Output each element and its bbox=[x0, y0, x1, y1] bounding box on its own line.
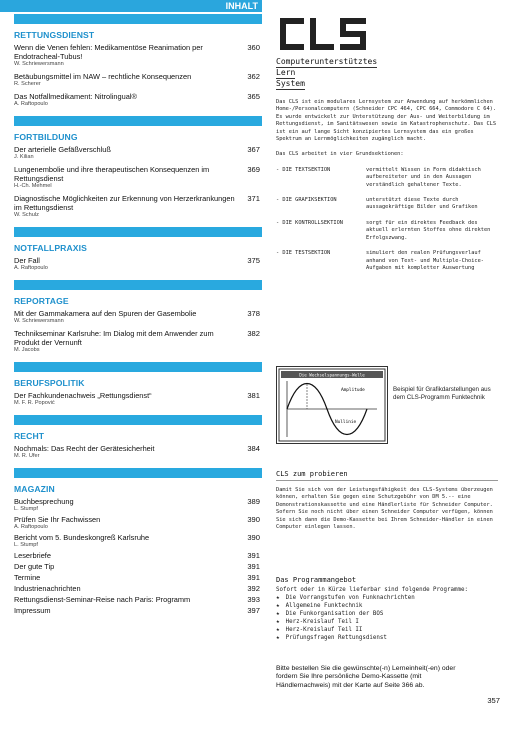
toc-entry[interactable] bbox=[14, 562, 262, 571]
try-section bbox=[276, 470, 498, 531]
module-row bbox=[276, 167, 498, 189]
program-name: Allgemeine Funktechnik bbox=[285, 603, 363, 610]
toc-entry[interactable] bbox=[14, 329, 262, 354]
entry-author: A. Raftopoulo bbox=[14, 524, 48, 530]
toc-entry[interactable] bbox=[14, 256, 262, 272]
section-title: FORTBILDUNG bbox=[14, 132, 78, 142]
toc-entry[interactable] bbox=[14, 444, 262, 460]
star-icon: ★ bbox=[276, 602, 280, 610]
subtitle-line: Computerunterstütztes bbox=[276, 57, 378, 66]
section-title: NOTFALLPRAXIS bbox=[14, 243, 87, 253]
header-bar bbox=[0, 0, 262, 12]
module-name: - DIE TESTSEKTION bbox=[276, 250, 331, 257]
module-name: - DIE GRAFIKSEKTION bbox=[276, 197, 337, 204]
section-band bbox=[14, 227, 262, 237]
toc-entry[interactable] bbox=[14, 515, 262, 531]
section-band bbox=[14, 468, 262, 478]
entry-title: Wenn die Venen fehlen: Medikamentöse Reanimation per Endotracheal-Tubus! bbox=[14, 43, 203, 61]
module-name: - DIE TEXTSEKTION bbox=[276, 166, 331, 173]
module-name: - DIE KONTROLLSEKTION bbox=[276, 219, 343, 226]
program-name: Die Funkorganisation der BOS bbox=[285, 611, 384, 618]
section-band bbox=[14, 14, 262, 24]
toc-entry[interactable] bbox=[14, 606, 262, 615]
order-text: Bitte bestellen Sie die gewünschte(-n) Lerneinheit(-en) oder fordern Sie Ihre persönliche Demo-Kassette (mit Händlernachweis) mit der Karte auf Seite 366 ab. bbox=[276, 665, 456, 689]
toc-entry[interactable] bbox=[14, 533, 262, 549]
section-title: BERUFSPOLITIK bbox=[14, 378, 85, 388]
toc-entry[interactable] bbox=[14, 43, 262, 68]
toc-entry[interactable] bbox=[14, 551, 262, 560]
section-band bbox=[14, 415, 262, 425]
entry-page: 389 bbox=[247, 497, 260, 506]
entry-page: 369 bbox=[247, 165, 260, 174]
star-icon: ★ bbox=[276, 610, 280, 618]
cls-subtitle bbox=[276, 58, 498, 91]
module-list bbox=[276, 167, 498, 272]
program-item bbox=[276, 634, 498, 642]
entry-title: Der arterielle Gefäßverschluß bbox=[14, 145, 111, 154]
program-name: Prüfungsfragen Rettungsdienst bbox=[285, 635, 387, 642]
program-name: Herz-Kreislauf Teil I bbox=[285, 619, 359, 626]
entry-title: Technikseminar Karlsruhe: Im Dialog mit dem Anwender zum Produkt der Vernunft bbox=[14, 329, 214, 347]
entry-page: 397 bbox=[247, 606, 260, 615]
header-label: INHALT bbox=[225, 1, 258, 11]
section-title: RETTUNGSDIENST bbox=[14, 30, 95, 40]
module-desc: simuliert den realen Prüfungsverlauf anhand von Text- und Multiple-Choice-Aufgaben mit kompletter Auswertung bbox=[366, 250, 484, 271]
toc-entry[interactable] bbox=[14, 391, 262, 407]
star-icon: ★ bbox=[276, 634, 280, 642]
entry-title: Buchbesprechung bbox=[14, 497, 74, 506]
entry-author: H.-Ch. Mehmel bbox=[14, 183, 52, 189]
section-band bbox=[14, 116, 262, 126]
module-desc: sorgt für ein direktes Feedback des aktuell erlernten Stoffes ohne direkten Erfolgszwang. bbox=[366, 219, 491, 241]
entry-page: 390 bbox=[247, 515, 260, 524]
program-intro: Sofort oder in Kürze lieferbar sind folgende Programme: bbox=[276, 587, 468, 593]
program-name: Herz-Kreislauf Teil II bbox=[285, 627, 363, 634]
toc-entry[interactable] bbox=[14, 595, 262, 604]
entry-page: 365 bbox=[247, 92, 260, 101]
program-section bbox=[276, 576, 498, 642]
entry-author: L. Stumpf bbox=[14, 542, 38, 548]
toc-entry[interactable] bbox=[14, 309, 262, 325]
cls-logo bbox=[276, 14, 372, 54]
entry-title: Der Fachkundenachweis „Rettungsdienst“ bbox=[14, 391, 152, 400]
table-of-contents bbox=[14, 14, 262, 617]
toc-entry[interactable] bbox=[14, 92, 262, 108]
entry-title: Das Notfallmedikament: Nitrolingual® bbox=[14, 92, 137, 101]
subtitle-line: System bbox=[276, 79, 305, 88]
entry-page: 378 bbox=[247, 309, 260, 318]
section-band bbox=[14, 362, 262, 372]
section-title: REPORTAGE bbox=[14, 296, 69, 306]
entry-author: M. Jacobs bbox=[14, 347, 40, 353]
figure-caption: Beispiel für Grafikdarstellungen aus dem CLS-Programm Funktechnik bbox=[393, 386, 491, 401]
entry-author: M. F. R. Popović bbox=[14, 400, 55, 406]
module-row bbox=[276, 197, 498, 212]
toc-entry[interactable] bbox=[14, 165, 262, 190]
entry-author: W. Schulz bbox=[14, 212, 39, 218]
entry-page: 382 bbox=[247, 329, 260, 338]
star-icon: ★ bbox=[276, 618, 280, 626]
toc-entry[interactable] bbox=[14, 497, 262, 513]
module-row bbox=[276, 250, 498, 272]
entry-title: Der gute Tip bbox=[14, 562, 55, 571]
entry-title: Diagnostische Möglichkeiten zur Erkennung von Herzerkrankungen im Rettungsdienst bbox=[14, 194, 235, 212]
entry-author: A. Raftopoulo bbox=[14, 265, 48, 271]
entry-page: 381 bbox=[247, 391, 260, 400]
figure-title: Die Wechselspannungs-Welle bbox=[299, 372, 365, 378]
entry-title: Bericht vom 5. Bundeskongreß Karlsruhe bbox=[14, 533, 150, 542]
entry-page: 375 bbox=[247, 256, 260, 265]
program-item bbox=[276, 594, 498, 602]
toc-entry[interactable] bbox=[14, 194, 262, 219]
graphic-example bbox=[276, 366, 388, 444]
entry-page: 391 bbox=[247, 573, 260, 582]
toc-entry[interactable] bbox=[14, 72, 262, 88]
entry-title: Industrienachrichten bbox=[14, 584, 81, 593]
entry-title: Impressum bbox=[14, 606, 51, 615]
program-list bbox=[276, 594, 498, 642]
toc-entry[interactable] bbox=[14, 584, 262, 593]
entry-author: J. Kilian bbox=[14, 154, 34, 160]
section-title: RECHT bbox=[14, 431, 45, 441]
entry-page: 390 bbox=[247, 533, 260, 542]
entry-title: Nochmals: Das Recht der Gerätesicherheit bbox=[14, 444, 155, 453]
entry-title: Betäubungsmittel im NAW – rechtliche Konsequenzen bbox=[14, 72, 192, 81]
entry-page: 391 bbox=[247, 551, 260, 560]
program-name: Die Vorrangstufen von Funknachrichten bbox=[285, 595, 415, 602]
module-desc: unterstützt diese Texte durch aussagekräftige Bilder und Grafiken bbox=[366, 197, 478, 211]
figure-axis-label: Nullinie bbox=[335, 420, 357, 425]
entry-page: 367 bbox=[247, 145, 260, 154]
entry-author: R. Scherer bbox=[14, 81, 41, 87]
entry-page: 362 bbox=[247, 72, 260, 81]
entry-page: 391 bbox=[247, 562, 260, 571]
program-item bbox=[276, 626, 498, 634]
program-heading: Das Programmangebot bbox=[276, 576, 357, 584]
module-row bbox=[276, 220, 498, 242]
program-item bbox=[276, 602, 498, 610]
entry-title: Leserbriefe bbox=[14, 551, 51, 560]
entry-author: A. Raftopoulo bbox=[14, 101, 48, 107]
try-heading: CLS zum probieren bbox=[276, 470, 498, 481]
star-icon: ★ bbox=[276, 594, 280, 602]
entry-title: Mit der Gammakamera auf den Spuren der Gasembolie bbox=[14, 309, 197, 318]
entry-title: Rettungsdienst-Seminar-Reise nach Paris: Programm bbox=[14, 595, 191, 604]
entry-author: L. Stumpf bbox=[14, 506, 38, 512]
toc-entry[interactable] bbox=[14, 145, 262, 161]
program-item bbox=[276, 618, 498, 626]
entry-page: 371 bbox=[247, 194, 260, 203]
entry-author: M. R. Ufer bbox=[14, 453, 40, 459]
entry-page: 384 bbox=[247, 444, 260, 453]
toc-entry[interactable] bbox=[14, 573, 262, 582]
cls-advertisement bbox=[276, 14, 498, 689]
program-item bbox=[276, 610, 498, 618]
entry-author: W. Schriewersmann bbox=[14, 318, 64, 324]
entry-page: 393 bbox=[247, 595, 260, 604]
entry-title: Lungenembolie und ihre therapeutischen Konsequenzen im Rettungsdienst bbox=[14, 165, 210, 183]
subtitle-line: Lern bbox=[276, 68, 296, 77]
entry-page: 392 bbox=[247, 584, 260, 593]
star-icon: ★ bbox=[276, 626, 280, 634]
entry-author: W. Schriewersmann bbox=[14, 61, 64, 67]
entry-title: Prüfen Sie Ihr Fachwissen bbox=[14, 515, 101, 524]
figure-amplitude-label: Amplitude bbox=[341, 388, 365, 393]
section-title: MAGAZIN bbox=[14, 484, 55, 494]
cls-sections-intro: Das CLS arbeitet in vier Grundsektionen: bbox=[276, 151, 404, 158]
page-number: 357 bbox=[487, 696, 500, 705]
module-desc: vermittelt Wissen in Form didaktisch aufbereiteter und in den Aussagen verständlich gehaltener Texte. bbox=[366, 166, 481, 188]
entry-page: 360 bbox=[247, 43, 260, 52]
entry-title: Der Fall bbox=[14, 256, 40, 265]
cls-intro: Das CLS ist ein modulares Lernsystem zur Anwendung auf herkömmlichen Home-/Personalcomputern (Schneider CPC 464, CPC 664, Commodore C 64). Es wurde entwickelt zur Unterstützung der Aus- und Weiterbildung im Rettungsdienst, im Sanitätswesen sowie im Katastrophenschutz. Das CLS ist ein auf lange Sicht konzipiertes Lernsystem das ein großes Spektrum an Lernmöglichkeiten zugänglich macht. bbox=[276, 99, 497, 143]
section-band bbox=[14, 280, 262, 290]
try-text: Damit Sie sich von der Leistungsfähigkeit des CLS-Systems überzeugen können, erhalten Sie gegen eine Schutzgebühr von DM 5.-- eine Demonstrationskassette und eine Händlerliste für Schneider Computer. Sofern Sie noch nicht über einen Schneider Computer verfügen, können Sie sich dann die Demo-Kassette bei Ihrem Schneider-Händler in einen Computer einlegen lassen. bbox=[276, 487, 493, 531]
entry-title: Termine bbox=[14, 573, 41, 582]
